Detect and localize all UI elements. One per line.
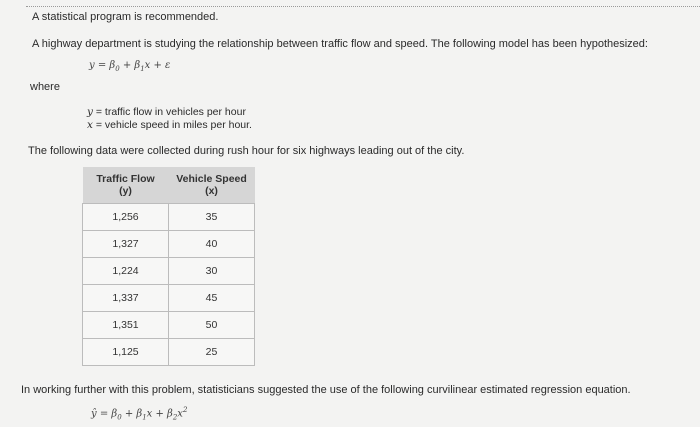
vehicle-speed-cell: 45 <box>169 285 255 312</box>
vehicle-speed-cell: 50 <box>169 312 255 339</box>
where-label: where <box>30 81 60 93</box>
header-traffic-flow: Traffic Flow (y) <box>83 167 169 204</box>
data-table <box>82 167 255 366</box>
problem-statement: A highway department is studying the relationship between traffic flow and speed. The following model has been hypothesized: <box>32 38 648 50</box>
vehicle-speed-cell: 35 <box>169 204 255 231</box>
table-header-row <box>83 167 255 204</box>
vehicle-speed-cell: 40 <box>169 231 255 258</box>
variable-definitions <box>87 106 252 132</box>
table-row <box>83 285 255 312</box>
top-divider <box>26 6 700 7</box>
table-row <box>83 312 255 339</box>
traffic-flow-cell: 1,351 <box>83 312 169 339</box>
data-intro-text: The following data were collected during rush hour for six highways leading out of the city. <box>28 145 465 157</box>
traffic-flow-cell: 1,337 <box>83 285 169 312</box>
model-equation: $y = \beta_0 + \beta_1x + \varepsilon$ <box>89 60 171 73</box>
table-row <box>83 258 255 285</box>
traffic-flow-cell: 1,327 <box>83 231 169 258</box>
table-row <box>83 231 255 258</box>
traffic-flow-cell: 1,125 <box>83 339 169 366</box>
estimated-regression-equation: ŷ = $\beta_0 + \beta_1x + \beta_2x^2$ <box>91 406 188 422</box>
definition-x: x = vehicle speed in miles per hour. <box>87 119 252 131</box>
followup-text: In working further with this problem, statisticians suggested the use of the following curvilinear estimated regression equation. <box>21 384 631 396</box>
vehicle-speed-cell: 25 <box>169 339 255 366</box>
table-row <box>83 339 255 366</box>
intro-text: A statistical program is recommended. <box>32 11 219 23</box>
traffic-flow-cell: 1,256 <box>83 204 169 231</box>
traffic-flow-cell: 1,224 <box>83 258 169 285</box>
vehicle-speed-cell: 30 <box>169 258 255 285</box>
table-row <box>83 204 255 231</box>
definition-y: y = traffic flow in vehicles per hour <box>87 106 246 118</box>
header-vehicle-speed: Vehicle Speed (x) <box>169 167 255 204</box>
